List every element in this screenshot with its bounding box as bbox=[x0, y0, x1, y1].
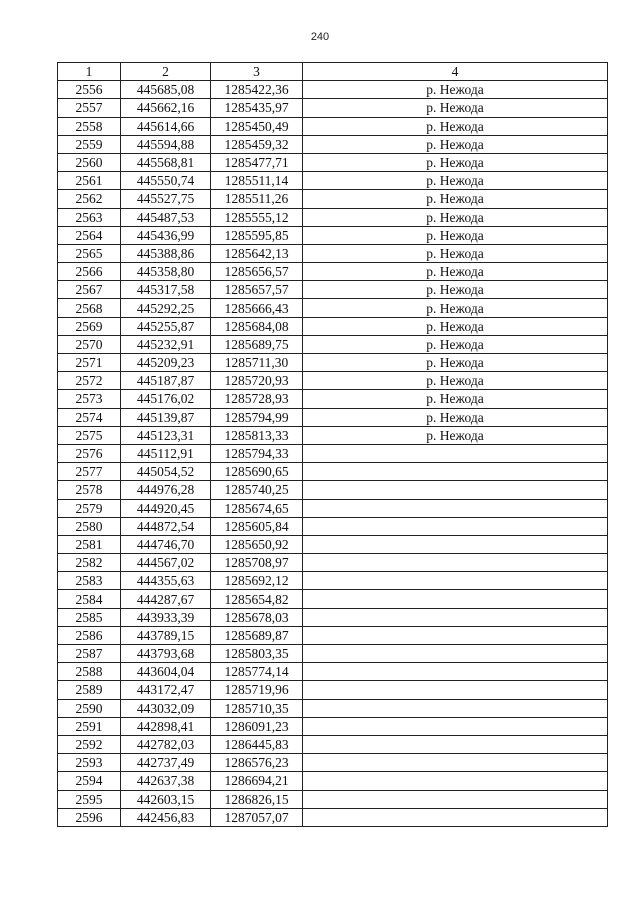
table-row bbox=[58, 754, 608, 772]
point-number-cell: 2567 bbox=[58, 281, 121, 299]
point-number-cell: 2564 bbox=[58, 226, 121, 244]
x-coordinate-cell: 445139,87 bbox=[121, 408, 211, 426]
description-cell bbox=[303, 754, 608, 772]
table-row bbox=[58, 135, 608, 153]
coordinates-table bbox=[57, 62, 608, 827]
description-cell bbox=[303, 499, 608, 517]
table-row bbox=[58, 208, 608, 226]
x-coordinate-cell: 445614,66 bbox=[121, 117, 211, 135]
point-number-cell: 2579 bbox=[58, 499, 121, 517]
description-cell: р. Нежода bbox=[303, 372, 608, 390]
table-row bbox=[58, 153, 608, 171]
x-coordinate-cell: 445388,86 bbox=[121, 244, 211, 262]
description-cell bbox=[303, 663, 608, 681]
description-cell: р. Нежода bbox=[303, 335, 608, 353]
table-row bbox=[58, 390, 608, 408]
y-coordinate-cell: 1285511,14 bbox=[211, 172, 303, 190]
description-cell bbox=[303, 735, 608, 753]
x-coordinate-cell: 442782,03 bbox=[121, 735, 211, 753]
x-coordinate-cell: 442456,83 bbox=[121, 808, 211, 826]
x-coordinate-cell: 444872,54 bbox=[121, 517, 211, 535]
description-cell: р. Нежода bbox=[303, 153, 608, 171]
point-number-cell: 2570 bbox=[58, 335, 121, 353]
y-coordinate-cell: 1285422,36 bbox=[211, 81, 303, 99]
x-coordinate-cell: 445176,02 bbox=[121, 390, 211, 408]
point-number-cell: 2581 bbox=[58, 535, 121, 553]
table-row bbox=[58, 226, 608, 244]
x-coordinate-cell: 445123,31 bbox=[121, 426, 211, 444]
description-cell bbox=[303, 554, 608, 572]
x-coordinate-cell: 445436,99 bbox=[121, 226, 211, 244]
point-number-cell: 2568 bbox=[58, 299, 121, 317]
y-coordinate-cell: 1285459,32 bbox=[211, 135, 303, 153]
x-coordinate-cell: 443032,09 bbox=[121, 699, 211, 717]
description-cell bbox=[303, 808, 608, 826]
table-row bbox=[58, 299, 608, 317]
x-coordinate-cell: 445187,87 bbox=[121, 372, 211, 390]
table-row bbox=[58, 699, 608, 717]
point-number-cell: 2596 bbox=[58, 808, 121, 826]
description-cell: р. Нежода bbox=[303, 244, 608, 262]
y-coordinate-cell: 1285719,96 bbox=[211, 681, 303, 699]
point-number-cell: 2593 bbox=[58, 754, 121, 772]
point-number-cell: 2583 bbox=[58, 572, 121, 590]
table-row bbox=[58, 463, 608, 481]
description-cell: р. Нежода bbox=[303, 263, 608, 281]
y-coordinate-cell: 1285689,75 bbox=[211, 335, 303, 353]
y-coordinate-cell: 1285711,30 bbox=[211, 354, 303, 372]
table-row bbox=[58, 790, 608, 808]
y-coordinate-cell: 1285555,12 bbox=[211, 208, 303, 226]
table-row bbox=[58, 535, 608, 553]
description-cell: р. Нежода bbox=[303, 408, 608, 426]
description-cell: р. Нежода bbox=[303, 81, 608, 99]
table-row bbox=[58, 372, 608, 390]
description-cell: р. Нежода bbox=[303, 317, 608, 335]
y-coordinate-cell: 1285595,85 bbox=[211, 226, 303, 244]
description-cell bbox=[303, 772, 608, 790]
y-coordinate-cell: 1285774,14 bbox=[211, 663, 303, 681]
table-row bbox=[58, 608, 608, 626]
description-cell: р. Нежода bbox=[303, 190, 608, 208]
x-coordinate-cell: 445594,88 bbox=[121, 135, 211, 153]
table-row bbox=[58, 99, 608, 117]
x-coordinate-cell: 444976,28 bbox=[121, 481, 211, 499]
point-number-cell: 2562 bbox=[58, 190, 121, 208]
y-coordinate-cell: 1285666,43 bbox=[211, 299, 303, 317]
y-coordinate-cell: 1285654,82 bbox=[211, 590, 303, 608]
header-cell-3: 3 bbox=[211, 63, 303, 81]
table-row bbox=[58, 281, 608, 299]
point-number-cell: 2594 bbox=[58, 772, 121, 790]
y-coordinate-cell: 1285710,35 bbox=[211, 699, 303, 717]
y-coordinate-cell: 1286694,21 bbox=[211, 772, 303, 790]
point-number-cell: 2556 bbox=[58, 81, 121, 99]
y-coordinate-cell: 1285684,08 bbox=[211, 317, 303, 335]
point-number-cell: 2586 bbox=[58, 626, 121, 644]
description-cell bbox=[303, 463, 608, 481]
description-cell bbox=[303, 608, 608, 626]
description-cell bbox=[303, 517, 608, 535]
point-number-cell: 2560 bbox=[58, 153, 121, 171]
point-number-cell: 2595 bbox=[58, 790, 121, 808]
table-row bbox=[58, 244, 608, 262]
point-number-cell: 2582 bbox=[58, 554, 121, 572]
x-coordinate-cell: 443172,47 bbox=[121, 681, 211, 699]
x-coordinate-cell: 443793,68 bbox=[121, 645, 211, 663]
table-row bbox=[58, 554, 608, 572]
x-coordinate-cell: 443933,39 bbox=[121, 608, 211, 626]
x-coordinate-cell: 443789,15 bbox=[121, 626, 211, 644]
description-cell bbox=[303, 481, 608, 499]
y-coordinate-cell: 1285794,33 bbox=[211, 444, 303, 462]
x-coordinate-cell: 444355,63 bbox=[121, 572, 211, 590]
description-cell: р. Нежода bbox=[303, 281, 608, 299]
y-coordinate-cell: 1285435,97 bbox=[211, 99, 303, 117]
x-coordinate-cell: 444567,02 bbox=[121, 554, 211, 572]
description-cell bbox=[303, 681, 608, 699]
table-row bbox=[58, 444, 608, 462]
description-cell bbox=[303, 699, 608, 717]
table-row bbox=[58, 172, 608, 190]
table-row bbox=[58, 335, 608, 353]
description-cell bbox=[303, 444, 608, 462]
table-row bbox=[58, 499, 608, 517]
x-coordinate-cell: 445255,87 bbox=[121, 317, 211, 335]
point-number-cell: 2559 bbox=[58, 135, 121, 153]
description-cell: р. Нежода bbox=[303, 226, 608, 244]
x-coordinate-cell: 442637,38 bbox=[121, 772, 211, 790]
table-header-row bbox=[58, 63, 608, 81]
x-coordinate-cell: 444920,45 bbox=[121, 499, 211, 517]
y-coordinate-cell: 1286445,83 bbox=[211, 735, 303, 753]
point-number-cell: 2565 bbox=[58, 244, 121, 262]
y-coordinate-cell: 1285728,93 bbox=[211, 390, 303, 408]
description-cell bbox=[303, 590, 608, 608]
description-cell: р. Нежода bbox=[303, 426, 608, 444]
y-coordinate-cell: 1285692,12 bbox=[211, 572, 303, 590]
table-row bbox=[58, 808, 608, 826]
description-cell: р. Нежода bbox=[303, 117, 608, 135]
x-coordinate-cell: 444746,70 bbox=[121, 535, 211, 553]
x-coordinate-cell: 445685,08 bbox=[121, 81, 211, 99]
table-row bbox=[58, 717, 608, 735]
x-coordinate-cell: 445292,25 bbox=[121, 299, 211, 317]
description-cell bbox=[303, 645, 608, 663]
y-coordinate-cell: 1287057,07 bbox=[211, 808, 303, 826]
description-cell: р. Нежода bbox=[303, 390, 608, 408]
table-body bbox=[58, 63, 608, 827]
table-row bbox=[58, 117, 608, 135]
x-coordinate-cell: 445209,23 bbox=[121, 354, 211, 372]
point-number-cell: 2584 bbox=[58, 590, 121, 608]
description-cell: р. Нежода bbox=[303, 135, 608, 153]
x-coordinate-cell: 444287,67 bbox=[121, 590, 211, 608]
description-cell bbox=[303, 572, 608, 590]
description-cell: р. Нежода bbox=[303, 299, 608, 317]
y-coordinate-cell: 1286826,15 bbox=[211, 790, 303, 808]
x-coordinate-cell: 445568,81 bbox=[121, 153, 211, 171]
table-row bbox=[58, 317, 608, 335]
table-row bbox=[58, 572, 608, 590]
y-coordinate-cell: 1286576,23 bbox=[211, 754, 303, 772]
description-cell bbox=[303, 790, 608, 808]
point-number-cell: 2571 bbox=[58, 354, 121, 372]
y-coordinate-cell: 1285450,49 bbox=[211, 117, 303, 135]
point-number-cell: 2573 bbox=[58, 390, 121, 408]
y-coordinate-cell: 1285690,65 bbox=[211, 463, 303, 481]
description-cell: р. Нежода bbox=[303, 354, 608, 372]
y-coordinate-cell: 1285803,35 bbox=[211, 645, 303, 663]
table-row bbox=[58, 645, 608, 663]
x-coordinate-cell: 442603,15 bbox=[121, 790, 211, 808]
point-number-cell: 2591 bbox=[58, 717, 121, 735]
x-coordinate-cell: 445317,58 bbox=[121, 281, 211, 299]
table-row bbox=[58, 681, 608, 699]
x-coordinate-cell: 445550,74 bbox=[121, 172, 211, 190]
table-row bbox=[58, 663, 608, 681]
x-coordinate-cell: 445232,91 bbox=[121, 335, 211, 353]
y-coordinate-cell: 1285650,92 bbox=[211, 535, 303, 553]
x-coordinate-cell: 445358,80 bbox=[121, 263, 211, 281]
point-number-cell: 2589 bbox=[58, 681, 121, 699]
header-cell-1: 1 bbox=[58, 63, 121, 81]
y-coordinate-cell: 1285656,57 bbox=[211, 263, 303, 281]
point-number-cell: 2558 bbox=[58, 117, 121, 135]
x-coordinate-cell: 442737,49 bbox=[121, 754, 211, 772]
description-cell bbox=[303, 717, 608, 735]
table-row bbox=[58, 481, 608, 499]
y-coordinate-cell: 1285657,57 bbox=[211, 281, 303, 299]
point-number-cell: 2585 bbox=[58, 608, 121, 626]
page-number: 240 bbox=[310, 31, 330, 43]
table-row bbox=[58, 354, 608, 372]
point-number-cell: 2563 bbox=[58, 208, 121, 226]
table-row bbox=[58, 81, 608, 99]
y-coordinate-cell: 1285813,33 bbox=[211, 426, 303, 444]
table-row bbox=[58, 408, 608, 426]
y-coordinate-cell: 1285642,13 bbox=[211, 244, 303, 262]
point-number-cell: 2587 bbox=[58, 645, 121, 663]
point-number-cell: 2580 bbox=[58, 517, 121, 535]
header-cell-2: 2 bbox=[121, 63, 211, 81]
table-row bbox=[58, 772, 608, 790]
point-number-cell: 2578 bbox=[58, 481, 121, 499]
point-number-cell: 2572 bbox=[58, 372, 121, 390]
point-number-cell: 2577 bbox=[58, 463, 121, 481]
point-number-cell: 2566 bbox=[58, 263, 121, 281]
x-coordinate-cell: 442898,41 bbox=[121, 717, 211, 735]
point-number-cell: 2592 bbox=[58, 735, 121, 753]
point-number-cell: 2557 bbox=[58, 99, 121, 117]
description-cell: р. Нежода bbox=[303, 99, 608, 117]
y-coordinate-cell: 1285477,71 bbox=[211, 153, 303, 171]
point-number-cell: 2561 bbox=[58, 172, 121, 190]
table-row bbox=[58, 735, 608, 753]
point-number-cell: 2574 bbox=[58, 408, 121, 426]
header-cell-4: 4 bbox=[303, 63, 608, 81]
point-number-cell: 2575 bbox=[58, 426, 121, 444]
x-coordinate-cell: 445662,16 bbox=[121, 99, 211, 117]
y-coordinate-cell: 1285740,25 bbox=[211, 481, 303, 499]
y-coordinate-cell: 1285689,87 bbox=[211, 626, 303, 644]
y-coordinate-cell: 1285511,26 bbox=[211, 190, 303, 208]
description-cell bbox=[303, 535, 608, 553]
table-row bbox=[58, 426, 608, 444]
description-cell: р. Нежода bbox=[303, 208, 608, 226]
y-coordinate-cell: 1285674,65 bbox=[211, 499, 303, 517]
point-number-cell: 2576 bbox=[58, 444, 121, 462]
table-row bbox=[58, 517, 608, 535]
x-coordinate-cell: 445112,91 bbox=[121, 444, 211, 462]
x-coordinate-cell: 445487,53 bbox=[121, 208, 211, 226]
x-coordinate-cell: 445527,75 bbox=[121, 190, 211, 208]
y-coordinate-cell: 1286091,23 bbox=[211, 717, 303, 735]
table-row bbox=[58, 263, 608, 281]
point-number-cell: 2590 bbox=[58, 699, 121, 717]
y-coordinate-cell: 1285720,93 bbox=[211, 372, 303, 390]
description-cell: р. Нежода bbox=[303, 172, 608, 190]
y-coordinate-cell: 1285794,99 bbox=[211, 408, 303, 426]
table-row bbox=[58, 626, 608, 644]
x-coordinate-cell: 445054,52 bbox=[121, 463, 211, 481]
table-row bbox=[58, 190, 608, 208]
point-number-cell: 2569 bbox=[58, 317, 121, 335]
table-row bbox=[58, 590, 608, 608]
y-coordinate-cell: 1285708,97 bbox=[211, 554, 303, 572]
point-number-cell: 2588 bbox=[58, 663, 121, 681]
x-coordinate-cell: 443604,04 bbox=[121, 663, 211, 681]
description-cell bbox=[303, 626, 608, 644]
y-coordinate-cell: 1285605,84 bbox=[211, 517, 303, 535]
y-coordinate-cell: 1285678,03 bbox=[211, 608, 303, 626]
